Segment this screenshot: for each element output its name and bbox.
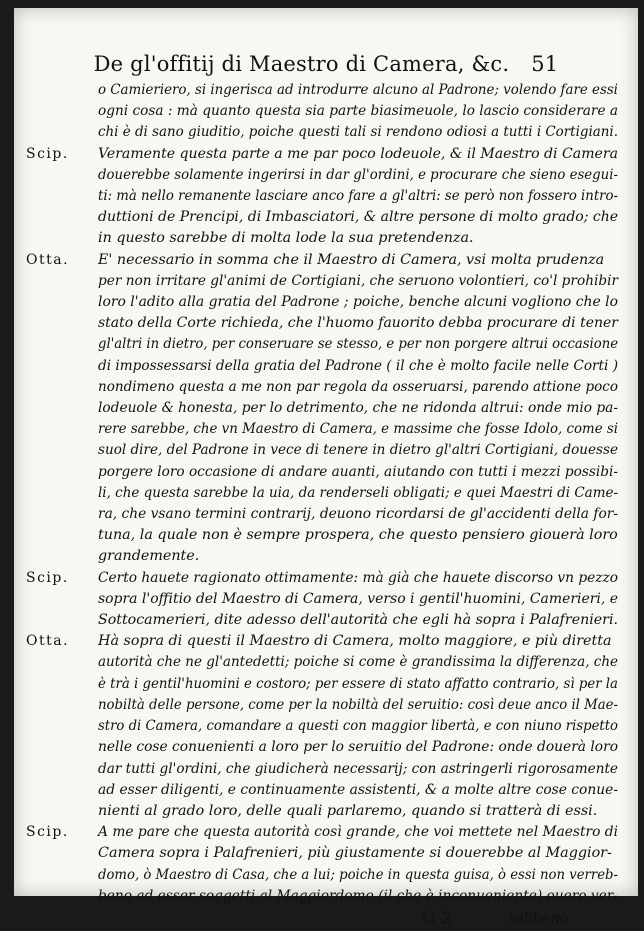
text-line <box>20 483 626 504</box>
text-line <box>20 865 626 886</box>
text-line <box>20 292 626 313</box>
text-line <box>20 716 626 737</box>
line-text: suol dire, del Padrone in vece di tenere in dietro gl'altri Cortigiani, douesse <box>98 442 618 459</box>
line-text: è trà i gentil'huomini e costoro; per essere di stato affatto contrario, sì per la <box>98 675 618 692</box>
text-line <box>20 186 626 207</box>
line-text: douerebbe solamente ingerirsi in dar gl'ordini, e procurare che sieno esegui- <box>98 166 619 183</box>
text-line <box>20 250 626 271</box>
text-line <box>20 356 626 377</box>
line-text: sopra l'offitio del Maestro di Camera, verso i gentil'huomini, Camerieri, e <box>98 590 619 607</box>
text-line <box>20 165 626 186</box>
line-text: Hà sopra di questi il Maestro di Camera, molto maggiore, e più diretta <box>98 633 612 650</box>
text-line <box>20 504 626 525</box>
text-line <box>20 313 626 334</box>
catchword: rebbeno <box>508 910 569 927</box>
line-text: nondimeno questa a me non par regola da osseruarsi, parendo attione poco <box>98 378 618 395</box>
line-text: autorità che ne gl'antedetti; poiche si come è grandissima la differenza, che <box>98 654 619 671</box>
line-text: loro l'adito alla gratia del Padrone ; poiche, benche alcuni vogliono che lo <box>98 294 618 311</box>
text-line <box>20 886 626 907</box>
text-line <box>20 207 626 228</box>
text-line <box>20 377 626 398</box>
line-text: grandemente. <box>98 548 200 565</box>
text-line <box>20 101 626 122</box>
line-text: lodeuole & honesta, per lo detrimento, che ne ridonda altrui: onde mio pa- <box>98 400 619 417</box>
text-line <box>20 822 626 843</box>
line-text: o Camieriero, si ingerisca ad introdurre alcuno al Padrone; volendo fare essi <box>98 82 618 98</box>
page-body <box>20 80 626 931</box>
line-text: ad esser diligenti, e continuamente assistenti, & a molte altre cose conue- <box>98 781 618 798</box>
line-text: Veramente questa parte a me par poco lodeuole, & il Maestro di Camera <box>98 145 619 162</box>
line-text: li, che questa sarebbe la uia, da renderseli obligati; e quei Maestri di Came- <box>98 484 619 501</box>
line-text: nienti al grado loro, delle quali parlaremo, quando si tratterà di essi. <box>98 802 598 819</box>
line-text: ti: mà nello remanente lasciare anco fare a gl'altri: se però non fossero intro- <box>98 188 618 205</box>
text-line <box>20 589 626 610</box>
signature-mark: G 2 <box>422 908 452 929</box>
line-text: rere sarebbe, che vn Maestro di Camera, e massime che fosse Idolo, come si <box>98 421 618 438</box>
line-text: stato della Corte richieda, che l'huomo fauorito debba procurare di tener <box>98 315 618 332</box>
text-line <box>20 695 626 716</box>
line-text: tuna, la quale non è sempre prospera, che questo pensiero giouerà loro <box>98 527 618 544</box>
book-page <box>14 8 638 929</box>
text-line <box>20 568 626 589</box>
line-text: chi è di sano giuditio, poiche questi tali si rendono odiosi a tutti i Cortigiani. <box>98 124 618 141</box>
text-line <box>20 440 626 461</box>
text-line <box>20 271 626 292</box>
text-line <box>20 546 626 567</box>
line-text: di impossessarsi della gratia del Padrone ( il che è molto facile nelle Corti ) <box>98 357 619 374</box>
text-line <box>20 144 626 165</box>
page-footer <box>20 909 626 931</box>
line-text: beno ad esser soggetti al Maggiordomo (il che è inconueniente) ouero ver- <box>98 887 618 904</box>
line-text: Certo hauete ragionato ottimamente: mà già che hauete discorso vn pezzo <box>98 569 619 586</box>
line-text: A me pare che questa autorità così grande, che voi mettete nel Maestro di <box>98 824 619 841</box>
speaker-label: Scip. <box>26 569 69 586</box>
line-text: nelle cose conuenienti a loro per lo seruitio del Padrone: onde douerà loro <box>98 739 619 756</box>
line-text: dar tutti gl'ordini, che giudicherà necessarij; con astringerli rigorosamente <box>98 760 618 777</box>
line-text: Camera sopra i Palafrenieri, più giustamente si douerebbe al Maggior- <box>98 845 612 862</box>
line-text: Sottocamerieri, dite adesso dell'autorità che egli hà sopra i Palafrenieri. <box>98 612 618 629</box>
text-line <box>20 462 626 483</box>
line-text: duttioni de Prencipi, di Imbasciatori, & altre persone di molto grado; che <box>98 209 619 226</box>
text-line <box>20 801 626 822</box>
text-line <box>20 398 626 419</box>
text-line <box>20 780 626 801</box>
text-line <box>20 759 626 780</box>
text-line <box>20 122 626 143</box>
text-line <box>20 843 626 864</box>
text-line <box>20 652 626 673</box>
text-line <box>20 610 626 631</box>
speaker-label: Scip. <box>26 145 69 162</box>
text-line <box>20 525 626 546</box>
line-text: porgere loro occasione di andare auanti, aiutando con tutti i mezzi possibi- <box>98 463 618 480</box>
page-number: 51 <box>531 52 559 76</box>
text-line <box>20 419 626 440</box>
running-head-title: De gl'offitij di Maestro di Camera, &c. <box>93 52 510 76</box>
text-line <box>20 737 626 758</box>
text-line <box>20 80 626 101</box>
line-text: ra, che vsano termini contrarij, deuono ricordarsi de gl'accidenti della for- <box>98 506 618 523</box>
line-text: gl'altri in dietro, per conseruare se stesso, e per non porgere altrui occasione <box>98 336 619 353</box>
speaker-label: Scip. <box>26 824 69 841</box>
line-text: per non irritare gl'animi de Cortigiani, che seruono volontieri, co'l prohibir <box>98 272 619 289</box>
line-text: ogni cosa : mà quanto questa sia parte biasimeuole, lo lascio considerare a <box>98 103 619 120</box>
text-line <box>20 334 626 355</box>
line-text: domo, ò Maestro di Casa, che a lui; poiche in questa guisa, ò essi non verreb- <box>98 866 618 883</box>
text-line <box>20 631 626 652</box>
text-line <box>20 228 626 249</box>
speaker-label: Otta. <box>26 251 70 268</box>
line-text: stro di Camera, comandare a questi con maggior libertà, e con niuno rispetto <box>98 718 618 735</box>
line-text: in questo sarebbe di molta lode la sua pretendenza. <box>98 230 474 247</box>
line-text: E' necessario in somma che il Maestro di Camera, vsi molta prudenza <box>98 251 605 268</box>
line-text: nobiltà delle persone, come per la nobiltà del seruitio: così deue anco il Mae- <box>98 696 619 713</box>
speaker-label: Otta. <box>26 633 70 650</box>
running-head <box>14 52 638 76</box>
text-line <box>20 674 626 695</box>
